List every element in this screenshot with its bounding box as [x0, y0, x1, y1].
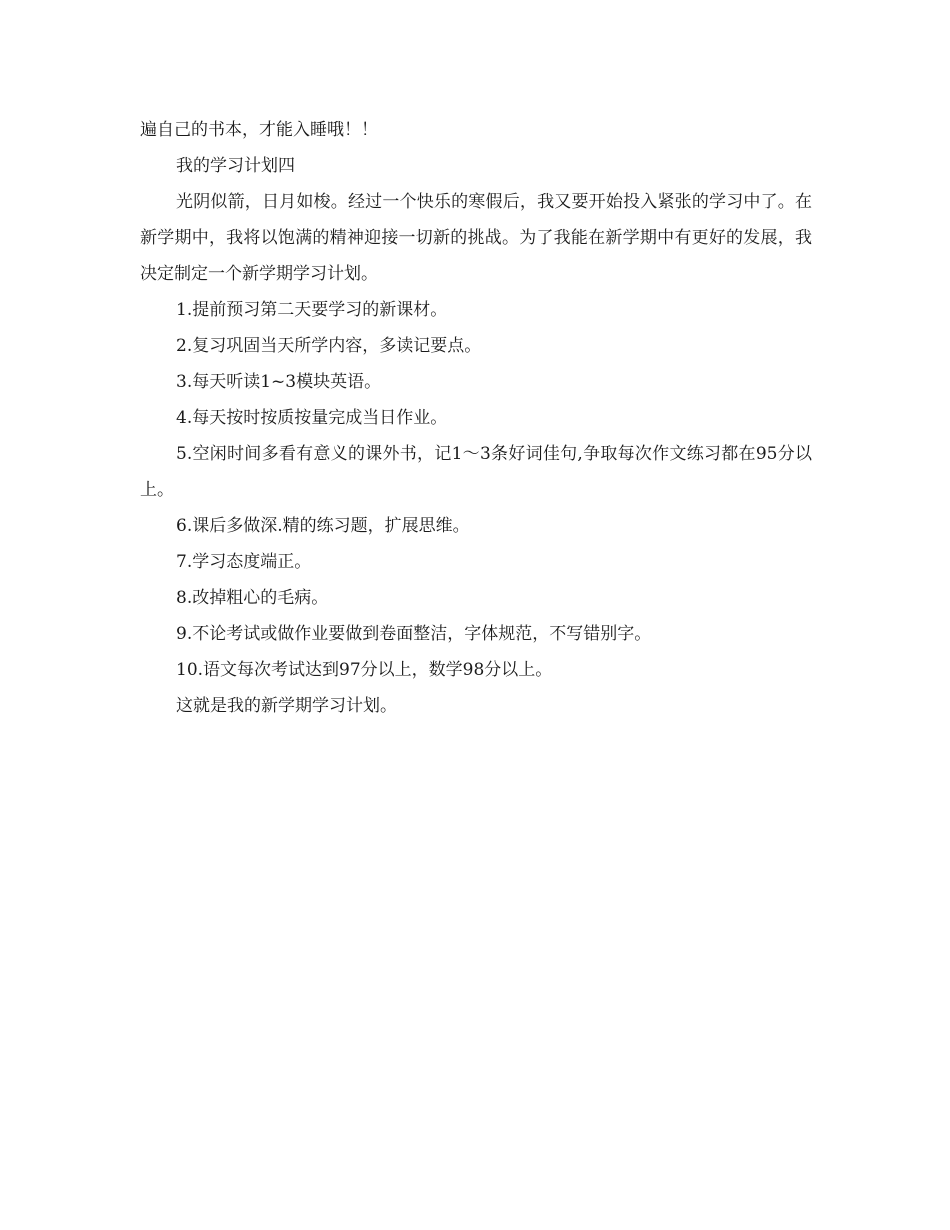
plan-item-10: 10.语文每次考试达到97分以上，数学98分以上。 — [176, 660, 553, 680]
closing-line: 这就是我的新学期学习计划。 — [176, 696, 397, 716]
plan-item-3: 3.每天听读1~3模块英语。 — [176, 372, 382, 392]
plan-item-1: 1.提前预习第二天要学习的新课材。 — [176, 300, 448, 320]
section-heading: 我的学习计划四 — [176, 156, 295, 176]
plan-item-6: 6.课后多做深.精的练习题，扩展思维。 — [176, 516, 470, 536]
plan-item-2: 2.复习巩固当天所学内容，多读记要点。 — [176, 336, 482, 356]
continuation-line: 遍自己的书本，才能入睡哦！！ — [140, 120, 378, 140]
plan-item-8: 8.改掉粗心的毛病。 — [176, 588, 329, 608]
intro-paragraph: 光阴似箭，日月如梭。经过一个快乐的寒假后，我又要开始投入紧张的学习中了。在新学期中，我将以饱满的精神迎接一切新的挑战。为了我能在新学期中有更好的发展，我决定制定一个新学期学习计划。 — [140, 192, 812, 284]
plan-item-4: 4.每天按时按质按量完成当日作业。 — [176, 408, 448, 428]
plan-item-9: 9.不论考试或做作业要做到卷面整洁，字体规范，不写错别字。 — [176, 624, 652, 644]
plan-item-7: 7.学习态度端正。 — [176, 552, 312, 572]
plan-item-5: 5.空闲时间多看有意义的课外书，记1～3条好词佳句,争取每次作文练习都在95分以上。 — [140, 444, 812, 500]
document-body — [140, 112, 812, 724]
